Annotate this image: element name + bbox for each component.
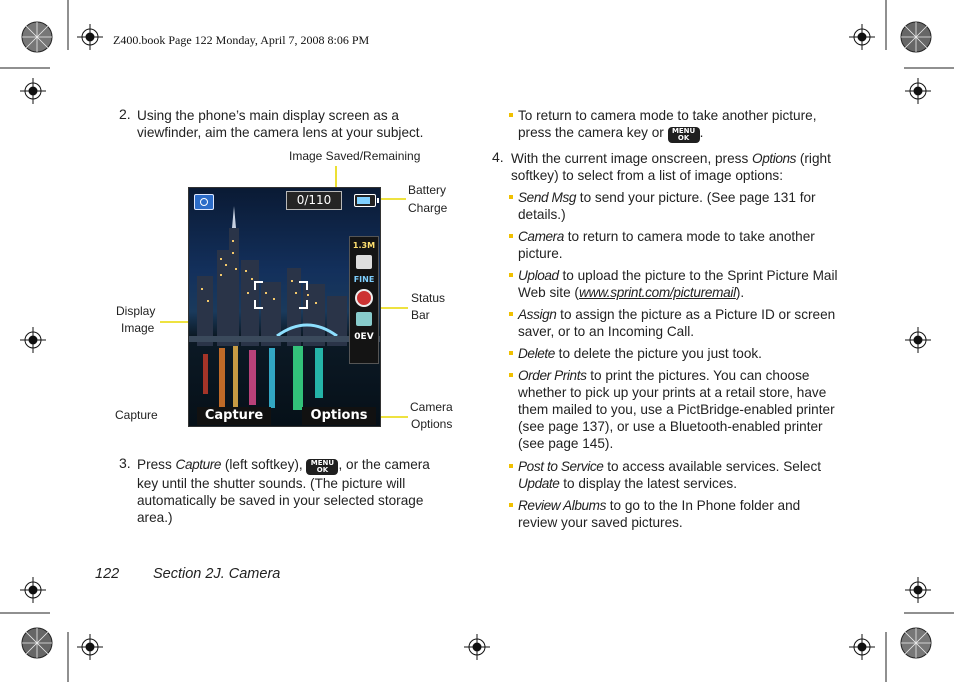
bullet-marker [509, 273, 513, 277]
option-term: Order Prints [518, 368, 587, 383]
callout-battery-line1: Battery [408, 183, 447, 197]
menu-key-bottom: OK [316, 466, 329, 474]
print-header: Z400.book Page 122 Monday, April 7, 2008 8:06 PM [113, 33, 370, 47]
callout-status-line1: Status [411, 291, 446, 305]
option-text: to upload the picture to the Sprint Picture Mail Web site ( [518, 268, 838, 300]
sprint-picture-mail-link[interactable]: www.sprint.com/picturemail [578, 285, 736, 300]
resolution-indicator: 1.3M [352, 241, 376, 250]
focus-frame-icon [253, 280, 309, 310]
page-number: 122 [95, 566, 120, 582]
quality-indicator: FINE [353, 275, 375, 284]
step-3-number: 3. [119, 455, 131, 471]
return-camera-end: . [699, 125, 704, 140]
option-item [518, 306, 838, 340]
option-text-end: ). [735, 285, 745, 300]
option-text: to delete the picture you just took. [554, 346, 762, 361]
callout-image-saved: Image Saved/Remaining [289, 149, 421, 163]
option-item [518, 367, 838, 452]
option-text: to print the pictures. You can choose whether to pick up your prints at a retail store, have them mailed to you, use a PictBridge-enabled printer (see page 137), or use a Bluetooth-enabled printer (see page 145). [518, 368, 835, 451]
bullet-marker [509, 373, 513, 377]
menu-key-bottom: OK [677, 134, 690, 142]
return-camera-bullet [518, 107, 838, 143]
option-item [518, 228, 838, 262]
menu-key-top: MENU [310, 458, 335, 467]
step-4-options-term: Options [752, 151, 797, 166]
white-balance-icon [356, 312, 372, 326]
camera-mode-icon [194, 194, 214, 210]
bullet-marker [509, 464, 513, 468]
option-text-end: to display the latest services. [559, 476, 737, 491]
option-term: Post to Service [518, 459, 604, 474]
option-term: Camera [518, 229, 564, 244]
image-counter: 0/110 [286, 191, 342, 210]
callout-capture: Capture [115, 408, 158, 422]
callout-camera-options-line2: Options [411, 417, 453, 431]
bullet-marker [509, 234, 513, 238]
battery-icon [354, 194, 376, 207]
option-item [518, 267, 838, 301]
option-item [518, 497, 838, 531]
option-text: to assign the picture as a Picture ID or screen saver, or to an Incoming Call. [518, 307, 836, 339]
menu-ok-key-icon [668, 127, 700, 143]
step-3-press: Press [137, 457, 176, 472]
option-item [518, 189, 838, 223]
option-item [518, 458, 838, 492]
option-item [518, 345, 838, 362]
bullet-marker [509, 113, 513, 117]
option-term: Send Msg [518, 190, 577, 205]
option-term: Delete [518, 346, 555, 361]
bullet-marker [509, 195, 513, 199]
bullet-marker [509, 351, 513, 355]
step-3-rest: , or the camera key until the shutter sounds. (The picture will automatically be saved in your selected storage area.) [137, 457, 430, 525]
step-4-text [511, 150, 841, 184]
callout-display-line2: Image [121, 321, 155, 335]
step-3-capture-term: Capture [175, 457, 222, 472]
option-term-2: Update [518, 476, 560, 491]
option-text: to return to camera mode to take another picture. [518, 229, 815, 261]
callout-status-line2: Bar [411, 308, 430, 322]
status-bar [349, 236, 379, 364]
options-softkey[interactable]: Options [302, 407, 376, 425]
callout-display-line1: Display [116, 304, 156, 318]
menu-key-top: MENU [671, 126, 696, 135]
callout-camera-options-line1: Camera [410, 400, 453, 414]
exposure-indicator: 0EV [354, 332, 374, 342]
step-2-number: 2. [119, 106, 131, 122]
option-text: to send your picture. (See page 131 for details.) [518, 190, 816, 222]
bullet-marker [509, 312, 513, 316]
storage-icon [356, 255, 372, 269]
callout-battery-line2: Charge [408, 201, 448, 215]
capture-softkey[interactable]: Capture [197, 407, 271, 425]
step-2-text: Using the phone’s main display screen as a viewfinder, aim the camera lens at your subject. [137, 108, 424, 140]
bullet-marker [509, 503, 513, 507]
option-text: to access available services. Select [603, 459, 822, 474]
option-text: to go to the In Phone folder and review your saved pictures. [518, 498, 801, 530]
step-4-number: 4. [492, 149, 504, 165]
return-camera-text: To return to camera mode to take another picture, press the camera key or [518, 108, 817, 140]
option-term: Review Albums [518, 498, 606, 513]
step-3-after-capture: (left softkey), [221, 457, 307, 472]
step-4-before: With the current image onscreen, press [511, 151, 753, 166]
section-title: Section 2J. Camera [153, 566, 281, 582]
menu-ok-key-icon [306, 459, 338, 475]
step-4-after: (right softkey) to select from a list of image options: [511, 151, 831, 183]
self-timer-icon [355, 289, 373, 307]
camera-viewfinder-screen [188, 187, 381, 427]
option-term: Assign [518, 307, 557, 322]
option-term: Upload [518, 268, 559, 283]
step-3-text [137, 456, 449, 526]
